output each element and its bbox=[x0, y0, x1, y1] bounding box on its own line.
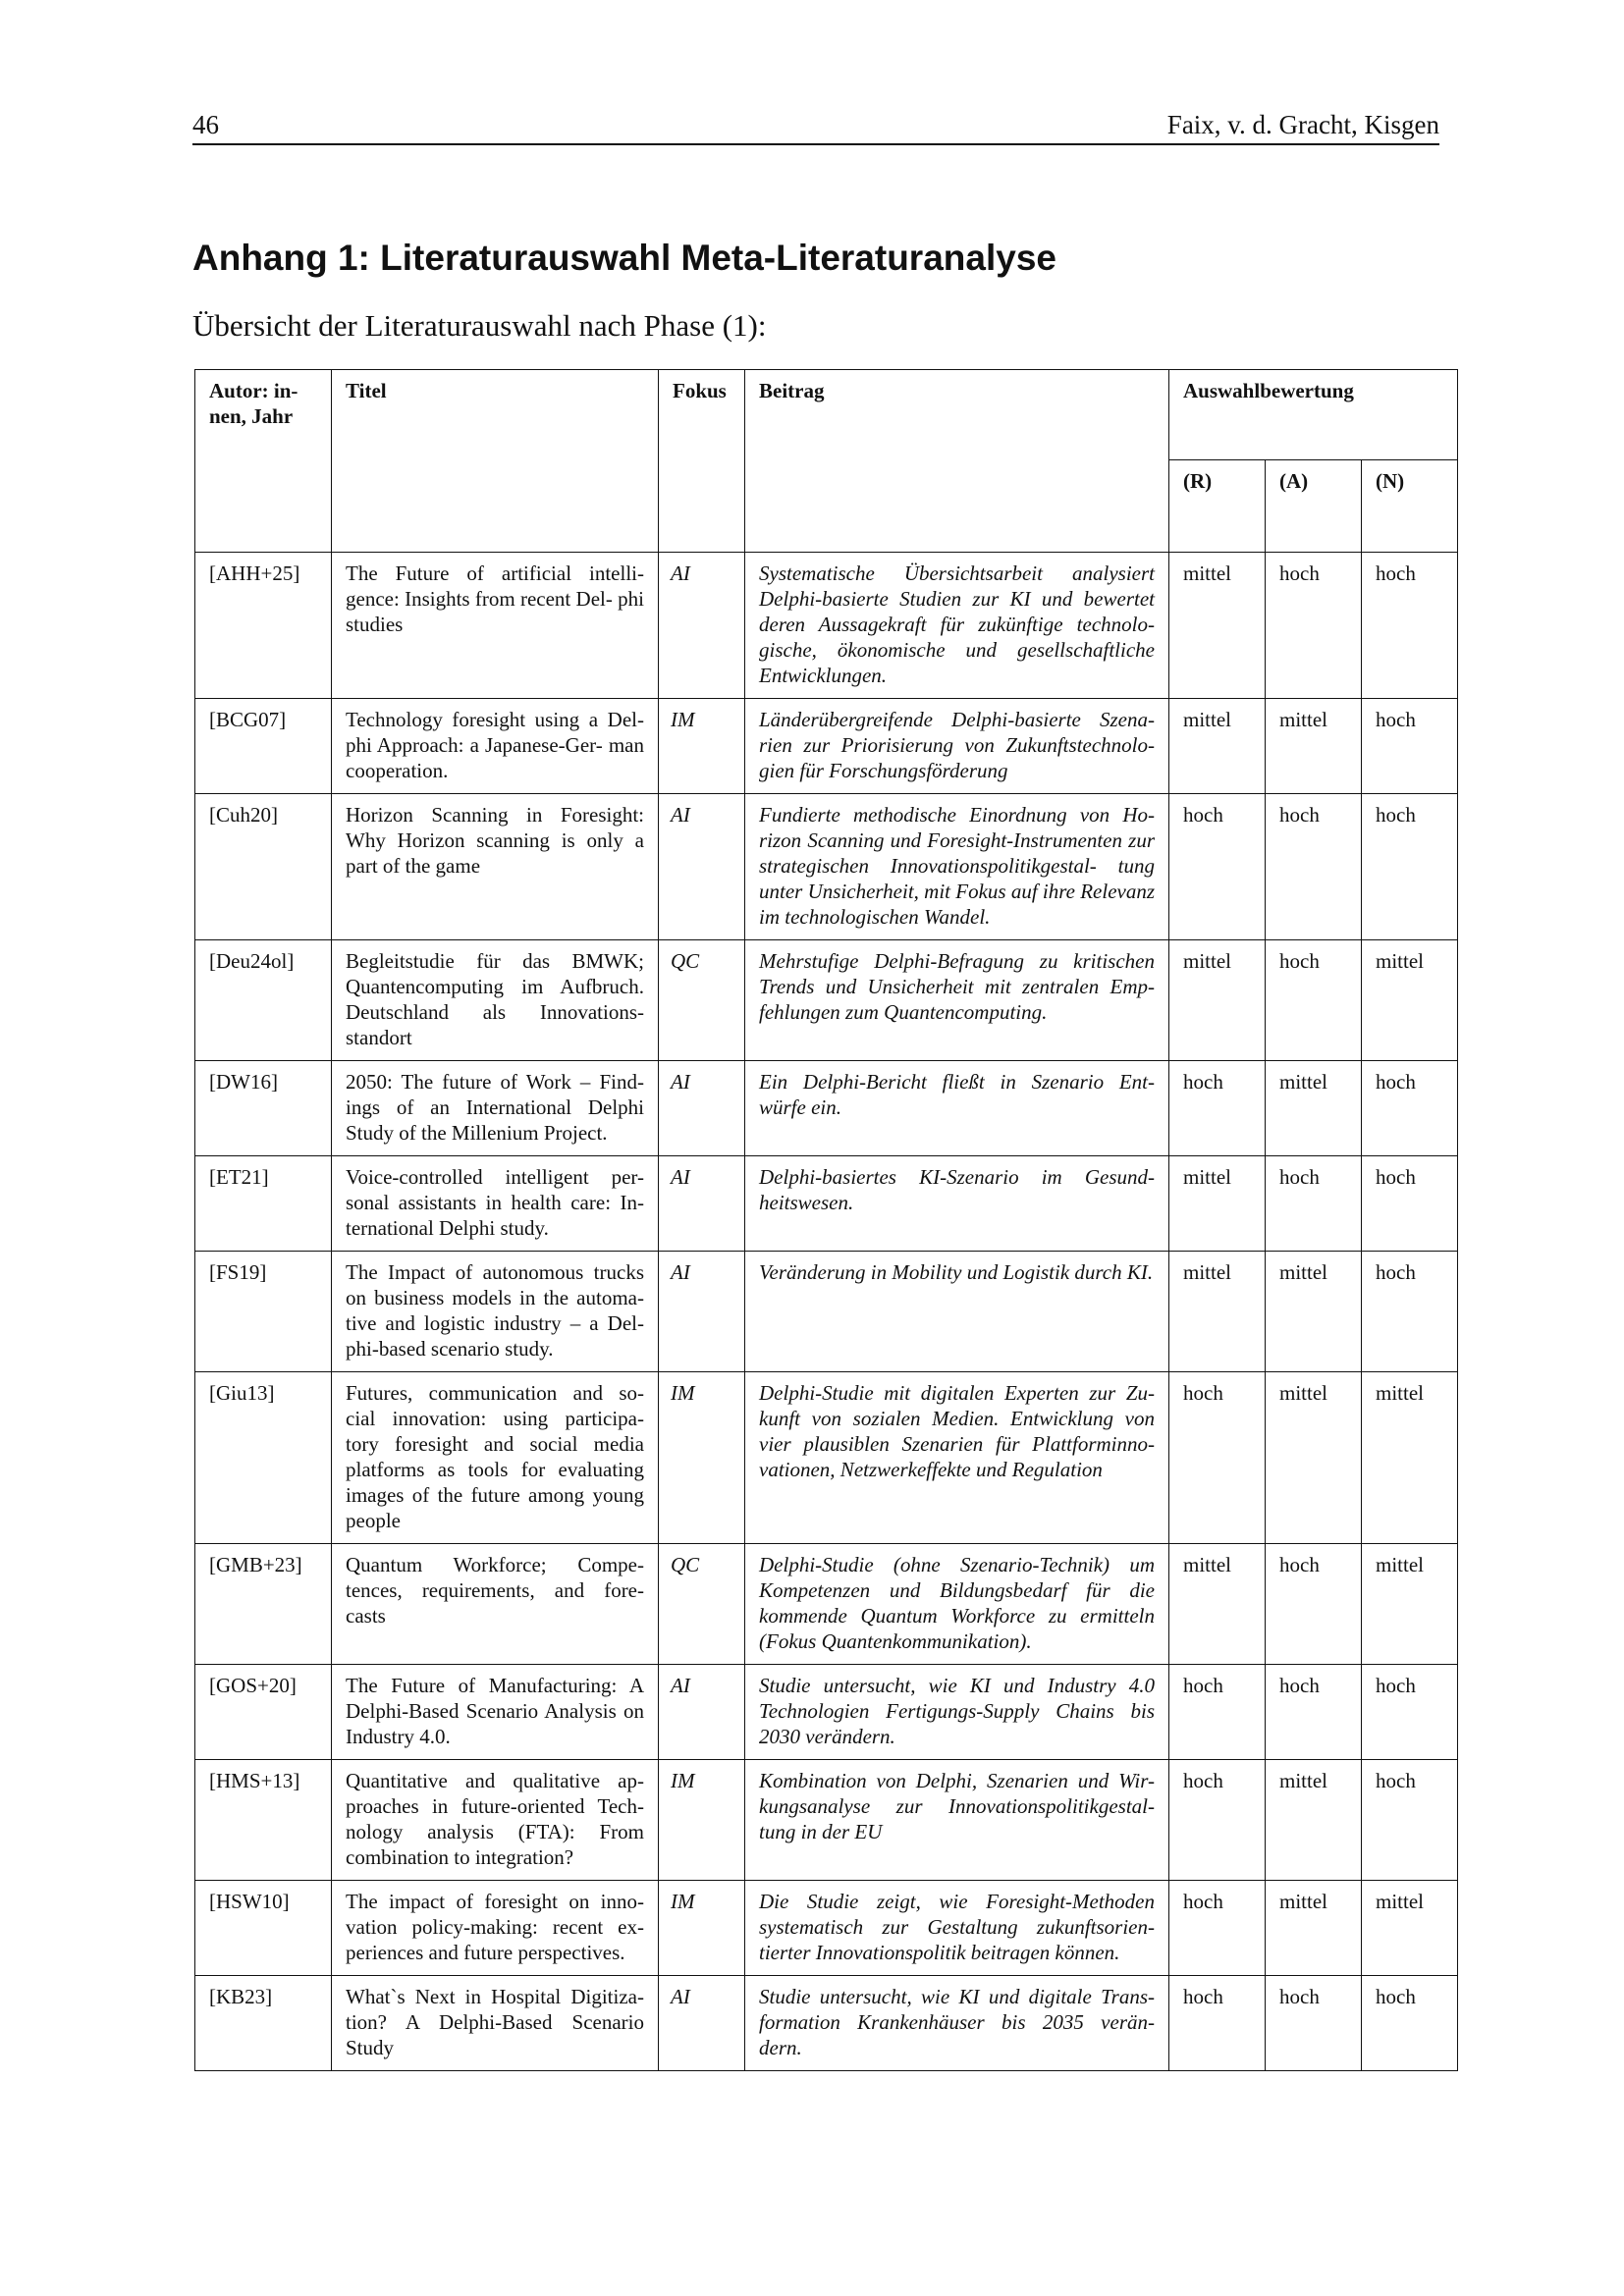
rating-r-cell: hoch bbox=[1169, 1061, 1266, 1156]
author-cell: [GMB+23] bbox=[195, 1544, 332, 1665]
title-cell: The impact of foresight on inno- vation policy-making: recent ex- periences and future perspectives. bbox=[332, 1881, 659, 1976]
rating-n-cell: mittel bbox=[1362, 1544, 1458, 1665]
title-cell: Quantum Workforce; Compe- tences, requirements, and fore- casts bbox=[332, 1544, 659, 1665]
rating-n-cell: hoch bbox=[1362, 1252, 1458, 1372]
table-row bbox=[195, 794, 1458, 940]
author-cell: [Deu24ol] bbox=[195, 940, 332, 1061]
header-authors: Faix, v. d. Gracht, Kisgen bbox=[1166, 110, 1439, 139]
table-row bbox=[195, 699, 1458, 794]
focus-cell: QC bbox=[659, 940, 745, 1061]
contribution-cell: Mehrstufige Delphi-Befragung zu kritischen Trends und Unsicherheit mit zentralen Emp- fehlungen zum Quantencomputing. bbox=[745, 940, 1169, 1061]
focus-cell: IM bbox=[659, 1372, 745, 1544]
author-cell: [ET21] bbox=[195, 1156, 332, 1252]
focus-cell: AI bbox=[659, 794, 745, 940]
contribution-cell: Kombination von Delphi, Szenarien und Wir- kungsanalyse zur Innovationspolitikgestal- tung in der EU bbox=[745, 1760, 1169, 1881]
contribution-cell: Systematische Übersichtsarbeit analysiert Delphi-basierte Studien zur KI und bewertet deren Aussagekraft für zukünftige technolo- gische, ökonomische und gesellschaftliche Entwicklungen. bbox=[745, 553, 1169, 699]
title-cell: What`s Next in Hospital Digitiza- tion? A Delphi-Based Scenario Study bbox=[332, 1976, 659, 2071]
contribution-cell: Delphi-Studie mit digitalen Experten zur Zu- kunft von sozialen Medien. Entwicklung von vier plausiblen Szenarien für Plattforminno- vationen, Netzwerkeffekte und Regulation bbox=[745, 1372, 1169, 1544]
table-row bbox=[195, 1252, 1458, 1372]
col-header-contribution: Beitrag bbox=[745, 370, 1169, 553]
appendix-heading: Anhang 1: Literaturauswahl Meta-Literaturanalyse bbox=[192, 238, 1056, 278]
title-cell: The Future of Manufacturing: A Delphi-Based Scenario Analysis on Industry 4.0. bbox=[332, 1665, 659, 1760]
table-caption: Übersicht der Literaturauswahl nach Phase (1): bbox=[192, 308, 767, 343]
contribution-cell: Delphi-Studie (ohne Szenario-Technik) um Kompetenzen und Bildungsbedarf für die kommende Quantum Workforce zu ermitteln (Fokus Quantenkommunikation). bbox=[745, 1544, 1169, 1665]
contribution-cell: Ein Delphi-Bericht fließt in Szenario Ent- würfe ein. bbox=[745, 1061, 1169, 1156]
rating-n-cell: hoch bbox=[1362, 1156, 1458, 1252]
focus-cell: AI bbox=[659, 553, 745, 699]
rating-n-cell: mittel bbox=[1362, 1881, 1458, 1976]
rating-n-cell: hoch bbox=[1362, 794, 1458, 940]
col-header-n: (N) bbox=[1362, 460, 1458, 553]
focus-cell: QC bbox=[659, 1544, 745, 1665]
contribution-cell: Veränderung in Mobility und Logistik durch KI. bbox=[745, 1252, 1169, 1372]
rating-a-cell: hoch bbox=[1266, 794, 1362, 940]
rating-n-cell: mittel bbox=[1362, 940, 1458, 1061]
table-row bbox=[195, 1760, 1458, 1881]
rating-r-cell: mittel bbox=[1169, 1544, 1266, 1665]
rating-a-cell: hoch bbox=[1266, 553, 1362, 699]
rating-r-cell: hoch bbox=[1169, 1665, 1266, 1760]
contribution-cell: Delphi-basiertes KI-Szenario im Gesund- heitswesen. bbox=[745, 1156, 1169, 1252]
author-cell: [Giu13] bbox=[195, 1372, 332, 1544]
col-header-r: (R) bbox=[1169, 460, 1266, 553]
col-header-title: Titel bbox=[332, 370, 659, 553]
rating-r-cell: hoch bbox=[1169, 1976, 1266, 2071]
rating-n-cell: mittel bbox=[1362, 1372, 1458, 1544]
author-cell: [KB23] bbox=[195, 1976, 332, 2071]
rating-n-cell: hoch bbox=[1362, 1976, 1458, 2071]
table-row bbox=[195, 553, 1458, 699]
col-header-rating: Auswahlbewertung bbox=[1169, 370, 1458, 460]
page-number: 46 bbox=[192, 110, 219, 139]
author-cell: [HSW10] bbox=[195, 1881, 332, 1976]
rating-a-cell: hoch bbox=[1266, 940, 1362, 1061]
focus-cell: IM bbox=[659, 1760, 745, 1881]
focus-cell: IM bbox=[659, 1881, 745, 1976]
focus-cell: IM bbox=[659, 699, 745, 794]
author-cell: [DW16] bbox=[195, 1061, 332, 1156]
title-cell: The Future of artificial intelli- gence: Insights from recent Del- phi studies bbox=[332, 553, 659, 699]
rating-a-cell: hoch bbox=[1266, 1665, 1362, 1760]
table-row bbox=[195, 1156, 1458, 1252]
rating-n-cell: hoch bbox=[1362, 699, 1458, 794]
rating-a-cell: mittel bbox=[1266, 1061, 1362, 1156]
contribution-cell: Studie untersucht, wie KI und digitale Trans- formation Krankenhäuser bis 2035 verän- dern. bbox=[745, 1976, 1169, 2071]
table-row bbox=[195, 1061, 1458, 1156]
table-row bbox=[195, 1976, 1458, 2071]
focus-cell: AI bbox=[659, 1665, 745, 1760]
author-cell: [HMS+13] bbox=[195, 1760, 332, 1881]
focus-cell: AI bbox=[659, 1976, 745, 2071]
literature-table bbox=[194, 369, 1458, 2071]
rating-r-cell: hoch bbox=[1169, 1881, 1266, 1976]
author-cell: [AHH+25] bbox=[195, 553, 332, 699]
rating-a-cell: hoch bbox=[1266, 1156, 1362, 1252]
author-cell: [BCG07] bbox=[195, 699, 332, 794]
rating-a-cell: hoch bbox=[1266, 1544, 1362, 1665]
rating-r-cell: hoch bbox=[1169, 1372, 1266, 1544]
rating-r-cell: hoch bbox=[1169, 1760, 1266, 1881]
rating-n-cell: hoch bbox=[1362, 553, 1458, 699]
table-row bbox=[195, 940, 1458, 1061]
rating-r-cell: mittel bbox=[1169, 553, 1266, 699]
table-body bbox=[195, 553, 1458, 2071]
author-cell: [Cuh20] bbox=[195, 794, 332, 940]
rating-r-cell: mittel bbox=[1169, 1252, 1266, 1372]
title-cell: Horizon Scanning in Foresight: Why Horizon scanning is only a part of the game bbox=[332, 794, 659, 940]
contribution-cell: Fundierte methodische Einordnung von Ho- rizon Scanning und Foresight-Instrumenten zur strategischen Innovationspolitikgestal- tung unter Unsicherheit, mit Fokus auf ihre Relevanz im technologischen Wandel. bbox=[745, 794, 1169, 940]
running-header bbox=[192, 108, 1439, 145]
rating-n-cell: hoch bbox=[1362, 1760, 1458, 1881]
rating-a-cell: hoch bbox=[1266, 1976, 1362, 2071]
table-row bbox=[195, 1372, 1458, 1544]
col-header-focus: Fokus bbox=[659, 370, 745, 553]
rating-r-cell: mittel bbox=[1169, 699, 1266, 794]
focus-cell: AI bbox=[659, 1252, 745, 1372]
rating-n-cell: hoch bbox=[1362, 1061, 1458, 1156]
rating-r-cell: mittel bbox=[1169, 1156, 1266, 1252]
title-cell: Futures, communication and so- cial innovation: using participa- tory foresight and social media platforms as tools for evaluating images of the future among young people bbox=[332, 1372, 659, 1544]
author-cell: [FS19] bbox=[195, 1252, 332, 1372]
rating-n-cell: hoch bbox=[1362, 1665, 1458, 1760]
title-cell: Voice-controlled intelligent per- sonal assistants in health care: In- ternational Delphi study. bbox=[332, 1156, 659, 1252]
rating-a-cell: mittel bbox=[1266, 699, 1362, 794]
col-header-author: Autor: in- nen, Jahr bbox=[195, 370, 332, 553]
focus-cell: AI bbox=[659, 1156, 745, 1252]
rating-a-cell: mittel bbox=[1266, 1760, 1362, 1881]
rating-a-cell: mittel bbox=[1266, 1372, 1362, 1544]
title-cell: 2050: The future of Work – Find- ings of an International Delphi Study of the Millenium Project. bbox=[332, 1061, 659, 1156]
table-row bbox=[195, 1665, 1458, 1760]
title-cell: The Impact of autonomous trucks on business models in the automa- tive and logistic industry – a Del- phi-based scenario study. bbox=[332, 1252, 659, 1372]
table-row bbox=[195, 1544, 1458, 1665]
col-header-a: (A) bbox=[1266, 460, 1362, 553]
author-cell: [GOS+20] bbox=[195, 1665, 332, 1760]
contribution-cell: Studie untersucht, wie KI und Industry 4.0 Technologien Fertigungs-Supply Chains bis 2030 verändern. bbox=[745, 1665, 1169, 1760]
focus-cell: AI bbox=[659, 1061, 745, 1156]
rating-a-cell: mittel bbox=[1266, 1252, 1362, 1372]
title-cell: Technology foresight using a Del- phi Approach: a Japanese-Ger- man cooperation. bbox=[332, 699, 659, 794]
title-cell: Quantitative and qualitative ap- proaches in future-oriented Tech- nology analysis (FTA): From combination to integration? bbox=[332, 1760, 659, 1881]
title-cell: Begleitstudie für das BMWK; Quantencomputing im Aufbruch. Deutschland als Innovations- standort bbox=[332, 940, 659, 1061]
rating-r-cell: hoch bbox=[1169, 794, 1266, 940]
contribution-cell: Länderübergreifende Delphi-basierte Szena- rien zur Priorisierung von Zukunftstechnolo- gien für Forschungsförderung bbox=[745, 699, 1169, 794]
contribution-cell: Die Studie zeigt, wie Foresight-Methoden systematisch zur Gestaltung zukunftsorien- tierter Innovationspolitik beitragen können. bbox=[745, 1881, 1169, 1976]
rating-a-cell: mittel bbox=[1266, 1881, 1362, 1976]
table-row bbox=[195, 1881, 1458, 1976]
rating-r-cell: mittel bbox=[1169, 940, 1266, 1061]
